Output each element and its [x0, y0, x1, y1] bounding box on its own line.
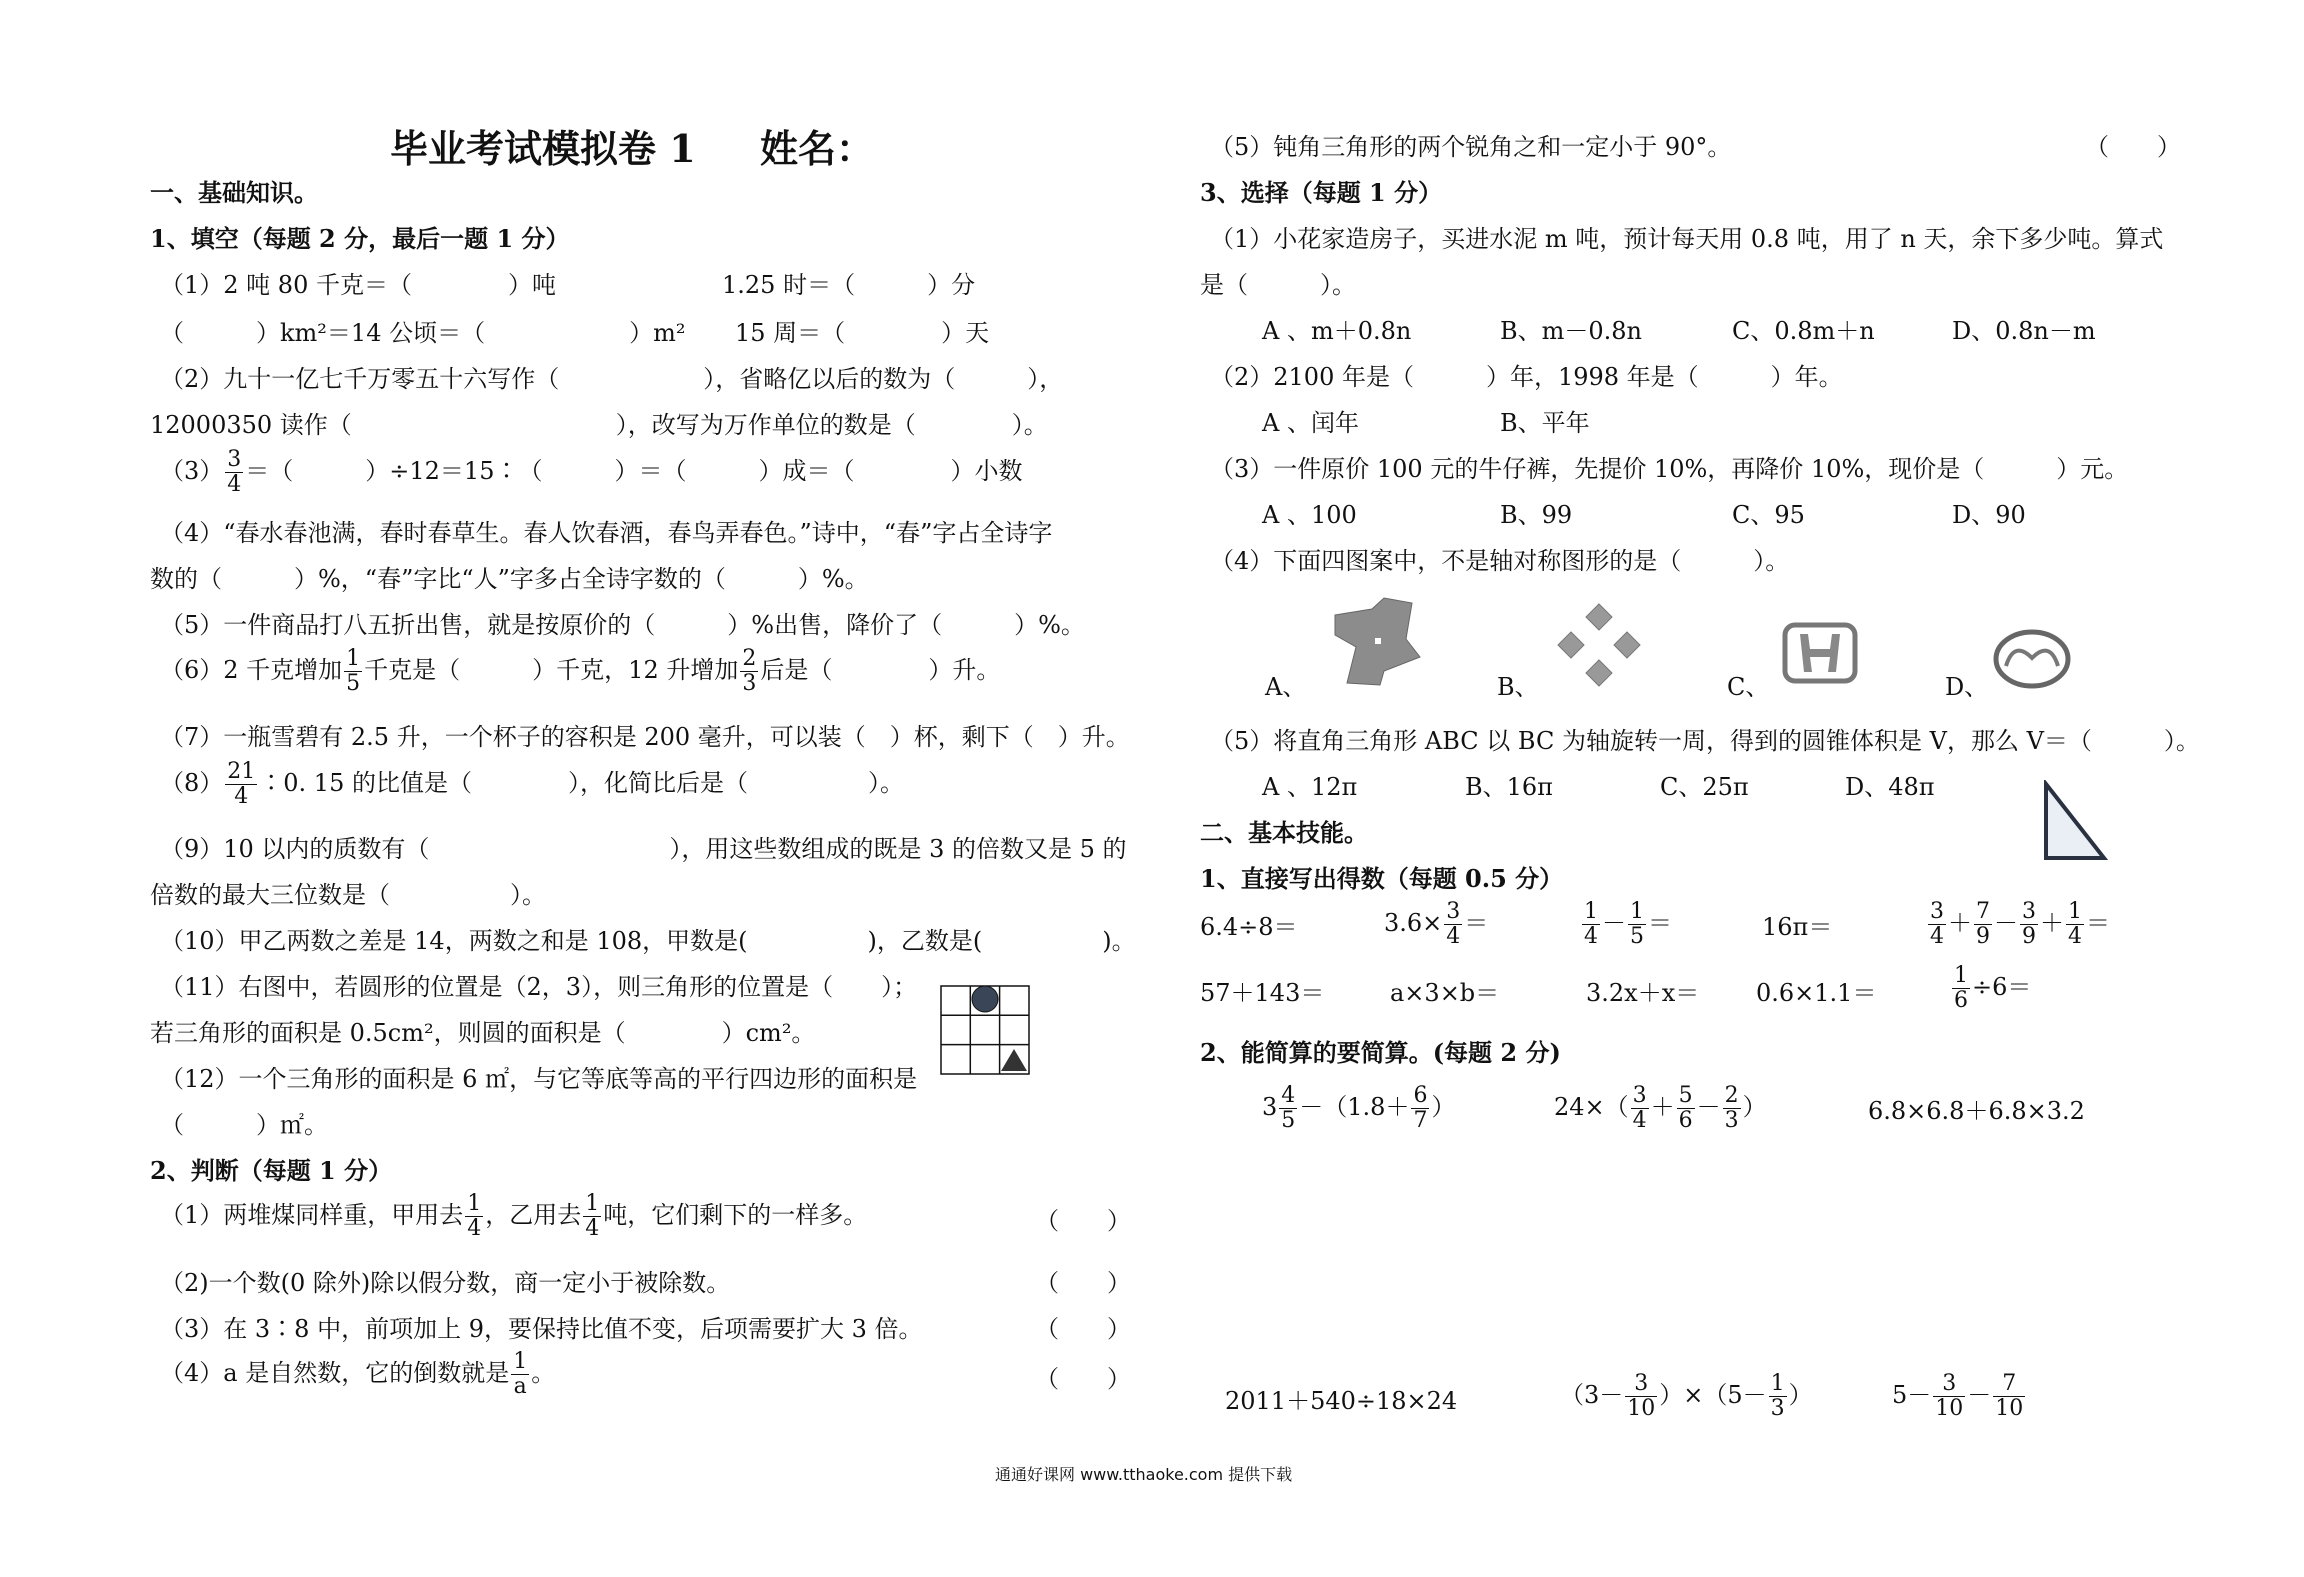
fraction: $\frac{1}{4}$: [1584, 899, 1598, 949]
question-text: （8） $\frac{21}{4}$ ∶0. 15 的比值是（ ），化简比后是（ ）。: [160, 759, 904, 809]
calc-item: $\frac{1}{6}$ ÷6＝: [1954, 963, 2032, 1013]
subsection-heading: 1、直接写出得数（每题 0.5 分）: [1200, 864, 1564, 893]
fraction: $\frac{5}{6}$: [1678, 1083, 1693, 1133]
question-text: （3） $\frac{3}{4}$ ＝（ ）÷12＝15∶（ ）＝（ ）成＝（ ）小数: [160, 447, 1023, 497]
question-text: （2）2100 年是（ ）年，1998 年是（ ）年。: [1210, 363, 1843, 391]
question-text: （2）九十一亿七千万零五十六写作（ ），省略亿以后的数为（ ），: [160, 365, 1064, 393]
answer-parens: （ ）: [2085, 133, 2181, 161]
question-text: （1）小花家造房子，买进水泥 m 吨，预计每天用 0.8 吨，用了 n 天，余下多少吨。算式: [1210, 225, 2164, 253]
calc-item: a×3×b＝: [1390, 979, 1500, 1007]
fraction: $\frac{2}{3}$: [742, 646, 757, 696]
calc-item: 57＋143＝: [1200, 979, 1325, 1007]
calc-item: 3 $\frac{4}{5}$ －（1.8＋ $\frac{6}{7}$ ）: [1262, 1083, 1456, 1133]
option-text: A 、m＋0.8n: [1262, 317, 1412, 345]
option-text: C、0.8m＋n: [1732, 317, 1875, 345]
question-text: （6）2 千克增加 $\frac{1}{5}$ 千克是（ ）千克，12 升增加 $\frac{2}{3}$ 后是（ ）升。: [160, 646, 1001, 696]
fraction: $\frac{6}{7}$: [1413, 1083, 1428, 1133]
question-text: （3）一件原价 100 元的牛仔裤，先提价 10%，再降价 10%，现价是（ ）元。: [1210, 455, 2129, 483]
fraction: $\frac{1}{5}$: [346, 646, 361, 696]
question-text: 12000350 读作（ ），改写为万作单位的数是（ ）。: [150, 411, 1048, 439]
calc-item: $\frac{1}{4}$ － $\frac{1}{5}$ ＝: [1584, 899, 1672, 949]
option-text: C、: [1727, 673, 1770, 701]
fraction: $\frac{1}{6}$: [1954, 963, 1968, 1013]
triangle-shape: [1001, 1049, 1027, 1071]
fraction: $\frac{1}{4}$: [467, 1191, 482, 1241]
option-text: B、16π: [1465, 773, 1553, 801]
option-text: A 、100: [1262, 501, 1357, 529]
fraction: $\frac{7}{10}$: [1995, 1371, 2024, 1421]
calc-item: 6.8×6.8＋6.8×3.2: [1868, 1097, 2085, 1125]
fraction: $\frac{21}{4}$: [227, 759, 256, 809]
fraction: $\frac{3}{10}$: [1627, 1371, 1656, 1421]
question-text: （ ）㎡。: [160, 1111, 328, 1139]
fraction: $\frac{3}{9}$: [2022, 899, 2036, 949]
option-text: D、0.8n－m: [1952, 317, 2096, 345]
question-text: （7）一瓶雪碧有 2.5 升，一个杯子的容积是 200 毫升，可以装（ ）杯，剩下（ ）升。: [160, 723, 1130, 751]
calc-item: 24×（ $\frac{3}{4}$ ＋ $\frac{5}{6}$ － $\frac{2}{3}$ ）: [1554, 1083, 1767, 1133]
mazda-logo-icon: [1992, 628, 2072, 690]
subsection-heading: 2、判断（每题 1 分）: [150, 1156, 393, 1185]
fraction: $\frac{3}{4}$: [1930, 899, 1944, 949]
question-text: （2)一个数(0 除外)除以假分数，商一定小于被除数。: [160, 1269, 731, 1297]
question-text: （11）右图中，若圆形的位置是（2，3），则三角形的位置是（ ）；: [160, 973, 918, 1001]
question-text: （5）钝角三角形的两个锐角之和一定小于 90°。: [1210, 133, 1732, 161]
question-text: （4）下面四图案中，不是轴对称图形的是（ ）。: [1210, 547, 1790, 575]
name-label: 姓名：: [760, 126, 875, 171]
footer-credit: 通通好课网 www.tthaoke.com 提供下载: [995, 1465, 1293, 1484]
question-text: （12）一个三角形的面积是 6 ㎡，与它等底等高的平行四边形的面积是: [160, 1065, 918, 1093]
calc-item: 6.4÷8＝: [1200, 913, 1298, 941]
fraction: $\frac{1}{3}$: [1770, 1371, 1785, 1421]
question-text: 1.25 时＝（ ）分: [722, 271, 976, 299]
answer-parens: （ ）: [1035, 1315, 1131, 1343]
four-diamonds-icon: [1554, 602, 1644, 692]
option-text: C、95: [1732, 501, 1805, 529]
question-text: （5）一件商品打八五折出售，就是按原价的（ ）%出售，降价了（ ）%。: [160, 611, 1085, 639]
fraction: $\frac{4}{5}$: [1281, 1083, 1296, 1133]
subsection-heading: 1、填空（每题 2 分，最后一题 1 分）: [150, 224, 570, 253]
section-heading: 二、基本技能。: [1200, 818, 1368, 847]
fraction: $\frac{3}{4}$: [1446, 899, 1461, 949]
option-text: A、: [1265, 673, 1307, 701]
position-grid-figure: [940, 985, 1030, 1075]
question-text: 数的（ ）%，“春”字比“人”字多占全诗字数的（ ）%。: [150, 565, 869, 593]
option-text: B、: [1497, 673, 1539, 701]
fraction: $\frac{3}{10}$: [1935, 1371, 1964, 1421]
option-text: A 、闰年: [1262, 409, 1359, 437]
fraction: $\frac{1}{5}$: [1630, 899, 1644, 949]
question-text: （10）甲乙两数之差是 14，两数之和是 108，甲数是( )，乙数是( )。: [160, 927, 1136, 955]
right-triangle-figure: [2040, 780, 2110, 862]
answer-parens: （ ）: [1035, 1269, 1131, 1297]
answer-parens: （ ）: [1035, 1365, 1131, 1393]
fraction: $\frac{3}{4}$: [227, 447, 242, 497]
calc-item: 3.2x＋x＝: [1586, 979, 1700, 1007]
honda-logo-icon: [1782, 622, 1858, 684]
calc-item: 5－ $\frac{3}{10}$ － $\frac{7}{10}$: [1892, 1371, 2024, 1421]
question-text: （1）2 吨 80 千克＝（ ）吨: [160, 271, 556, 299]
fraction: $\frac{3}{4}$: [1632, 1083, 1647, 1133]
circle-shape: [972, 986, 998, 1012]
question-text: 15 周＝（ ）天: [735, 319, 990, 347]
pinwheel-shape-icon: [1332, 595, 1424, 687]
question-text: （5）将直角三角形 ABC 以 BC 为轴旋转一周，得到的圆锥体积是 V，那么 V＝（ ）。: [1210, 727, 2200, 755]
calc-item: 0.6×1.1＝: [1756, 979, 1877, 1007]
option-text: A 、12π: [1262, 773, 1358, 801]
option-text: B、99: [1500, 501, 1573, 529]
option-text: C、25π: [1660, 773, 1749, 801]
option-text: D、90: [1952, 501, 2026, 529]
question-text: （9）10 以内的质数有（ ），用这些数组成的既是 3 的倍数又是 5 的: [160, 835, 1127, 863]
subsection-heading: 2、能简算的要简算。(每题 2 分): [1200, 1038, 1561, 1067]
fraction: $\frac{1}{4}$: [585, 1191, 600, 1241]
option-text: D、48π: [1845, 773, 1935, 801]
fraction: $\frac{1}{a}$: [513, 1349, 528, 1399]
question-text: （ ）km²＝14 公顷＝（ ）m²: [160, 319, 686, 347]
calc-item: 16π＝: [1762, 913, 1833, 941]
fraction: $\frac{7}{9}$: [1976, 899, 1990, 949]
calc-item: （3－ $\frac{3}{10}$ ）×（5－ $\frac{1}{3}$ ）: [1560, 1371, 1813, 1421]
option-text: B、m－0.8n: [1500, 317, 1643, 345]
calc-item: $\frac{3}{4}$ ＋ $\frac{7}{9}$ － $\frac{3}{9}$ ＋ $\frac{1}{4}$ ＝: [1930, 899, 2110, 949]
question-text: （3）在 3∶8 中，前项加上 9，要保持比值不变，后项需要扩大 3 倍。: [160, 1315, 923, 1343]
section-heading: 一、基础知识。: [150, 178, 318, 207]
answer-parens: （ ）: [1035, 1207, 1131, 1235]
subsection-heading: 3、选择（每题 1 分）: [1200, 178, 1443, 207]
question-text: （1）两堆煤同样重，甲用去 $\frac{1}{4}$ ，乙用去 $\frac{1}{4}$ 吨，它们剩下的一样多。: [160, 1191, 868, 1241]
calc-item: 3.6× $\frac{3}{4}$ ＝: [1384, 899, 1489, 949]
fraction: $\frac{1}{4}$: [2068, 899, 2082, 949]
question-text: （4）a 是自然数，它的倒数就是 $\frac{1}{a}$ 。: [160, 1349, 556, 1399]
question-text: 倍数的最大三位数是（ ）。: [150, 881, 546, 909]
question-text: （4）“春水春池满，春时春草生。春人饮春酒，春鸟弄春色。”诗中，“春”字占全诗字: [160, 519, 1053, 547]
question-text: 是（ ）。: [1200, 271, 1356, 299]
question-text: 若三角形的面积是 0.5cm²，则圆的面积是（ ）cm²。: [150, 1019, 816, 1047]
option-text: B、平年: [1500, 409, 1590, 437]
option-text: D、: [1945, 673, 1989, 701]
page-title: 毕业考试模拟卷 1: [390, 126, 696, 171]
calc-item: 2011＋540÷18×24: [1225, 1387, 1458, 1415]
fraction: $\frac{2}{3}$: [1724, 1083, 1739, 1133]
